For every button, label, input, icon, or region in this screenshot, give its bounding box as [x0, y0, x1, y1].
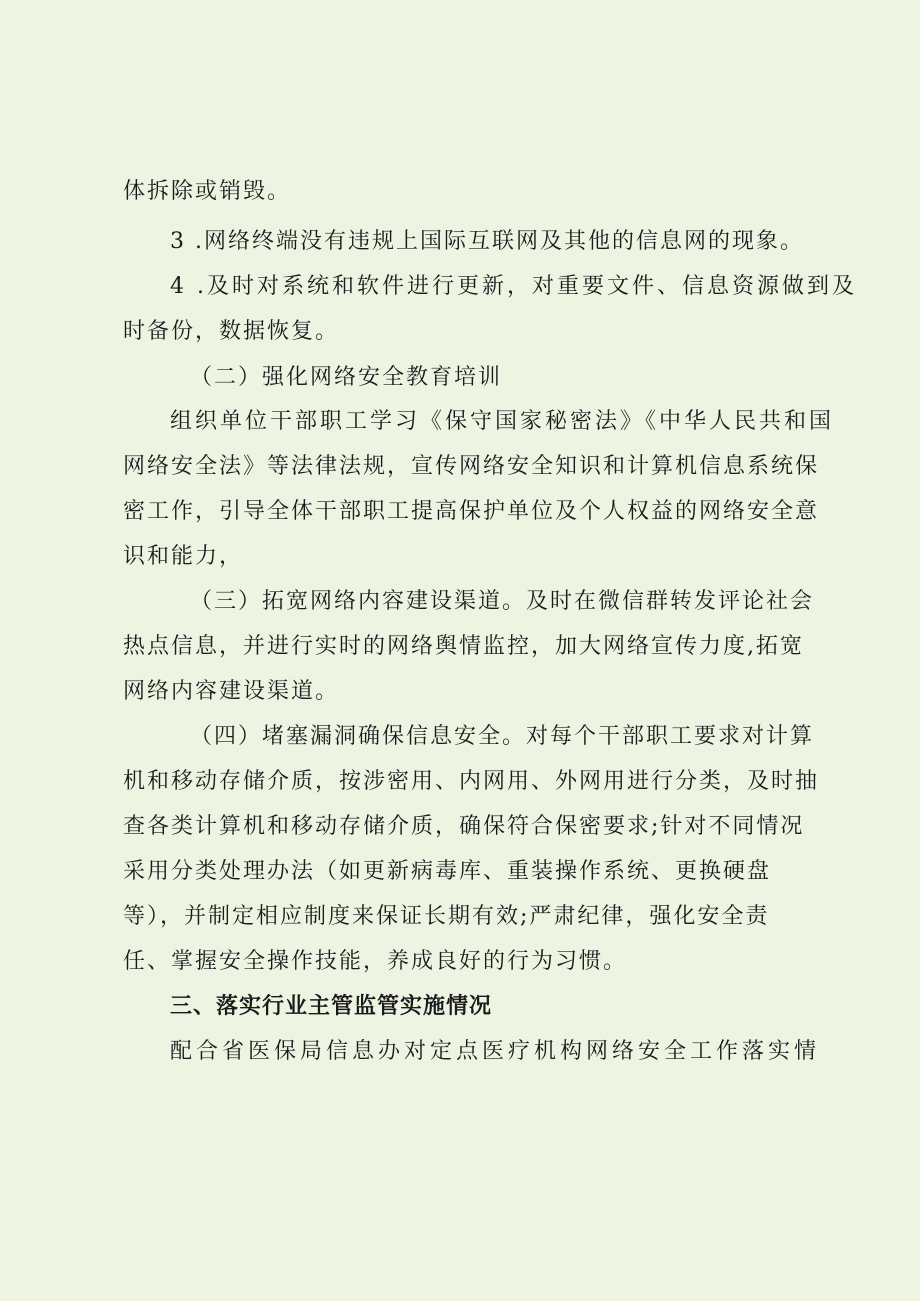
text-line: 体拆除或销毁。: [123, 179, 292, 204]
text-line: 任、掌握安全操作技能，养成良好的行为习惯。: [123, 949, 628, 974]
list-item-4: 4 .及时对系统和软件进行更新，对重要文件、信息资源做到及: [170, 274, 857, 299]
section-subheading: （四）堵塞漏洞确保信息安全。对每个干部职工要求对计算: [190, 724, 815, 749]
text-line: 机和移动存储介质，按涉密用、内网用、外网用进行分类，及时抽: [123, 769, 820, 794]
section-heading: 三、落实行业主管监管实施情况: [170, 994, 493, 1019]
text-line: 热点信息，并进行实时的网络舆情监控，加大网络宣传力度,拓宽: [123, 634, 804, 659]
text-line: 识和能力，: [123, 544, 244, 569]
text-line: 查各类计算机和移动存储介质，确保符合保密要求;针对不同情况: [123, 814, 805, 839]
text-line: 组织单位干部职工学习《保守国家秘密法》《中华人民共和国: [170, 409, 835, 434]
text-line: 网络内容建设渠道。: [123, 679, 340, 704]
list-item-3: 3 .网络终端没有违规上国际互联网及其他的信息网的现象。: [170, 229, 804, 254]
section-subheading: （二）强化网络安全教育培训: [190, 365, 503, 390]
text-line: 网络安全法》等法律法规，宣传网络安全知识和计算机信息系统保: [123, 454, 820, 479]
text-line: 采用分类处理办法（如更新病毒库、重装操作系统、更换硬盘: [123, 859, 772, 884]
text-line: 时备份，数据恢复。: [123, 319, 340, 344]
text-line: 配合省医保局信息办对定点医疗机构网络安全工作落实情: [170, 1039, 821, 1064]
text-line: 密工作，引导全体干部职工提高保护单位及个人权益的网络安全意: [123, 499, 820, 524]
text-line: 等），并制定相应制度来保证长期有效;严肃纪律，强化安全责: [123, 904, 770, 929]
section-subheading: （三）拓宽网络内容建设渠道。及时在微信群转发评论社会: [190, 589, 815, 614]
